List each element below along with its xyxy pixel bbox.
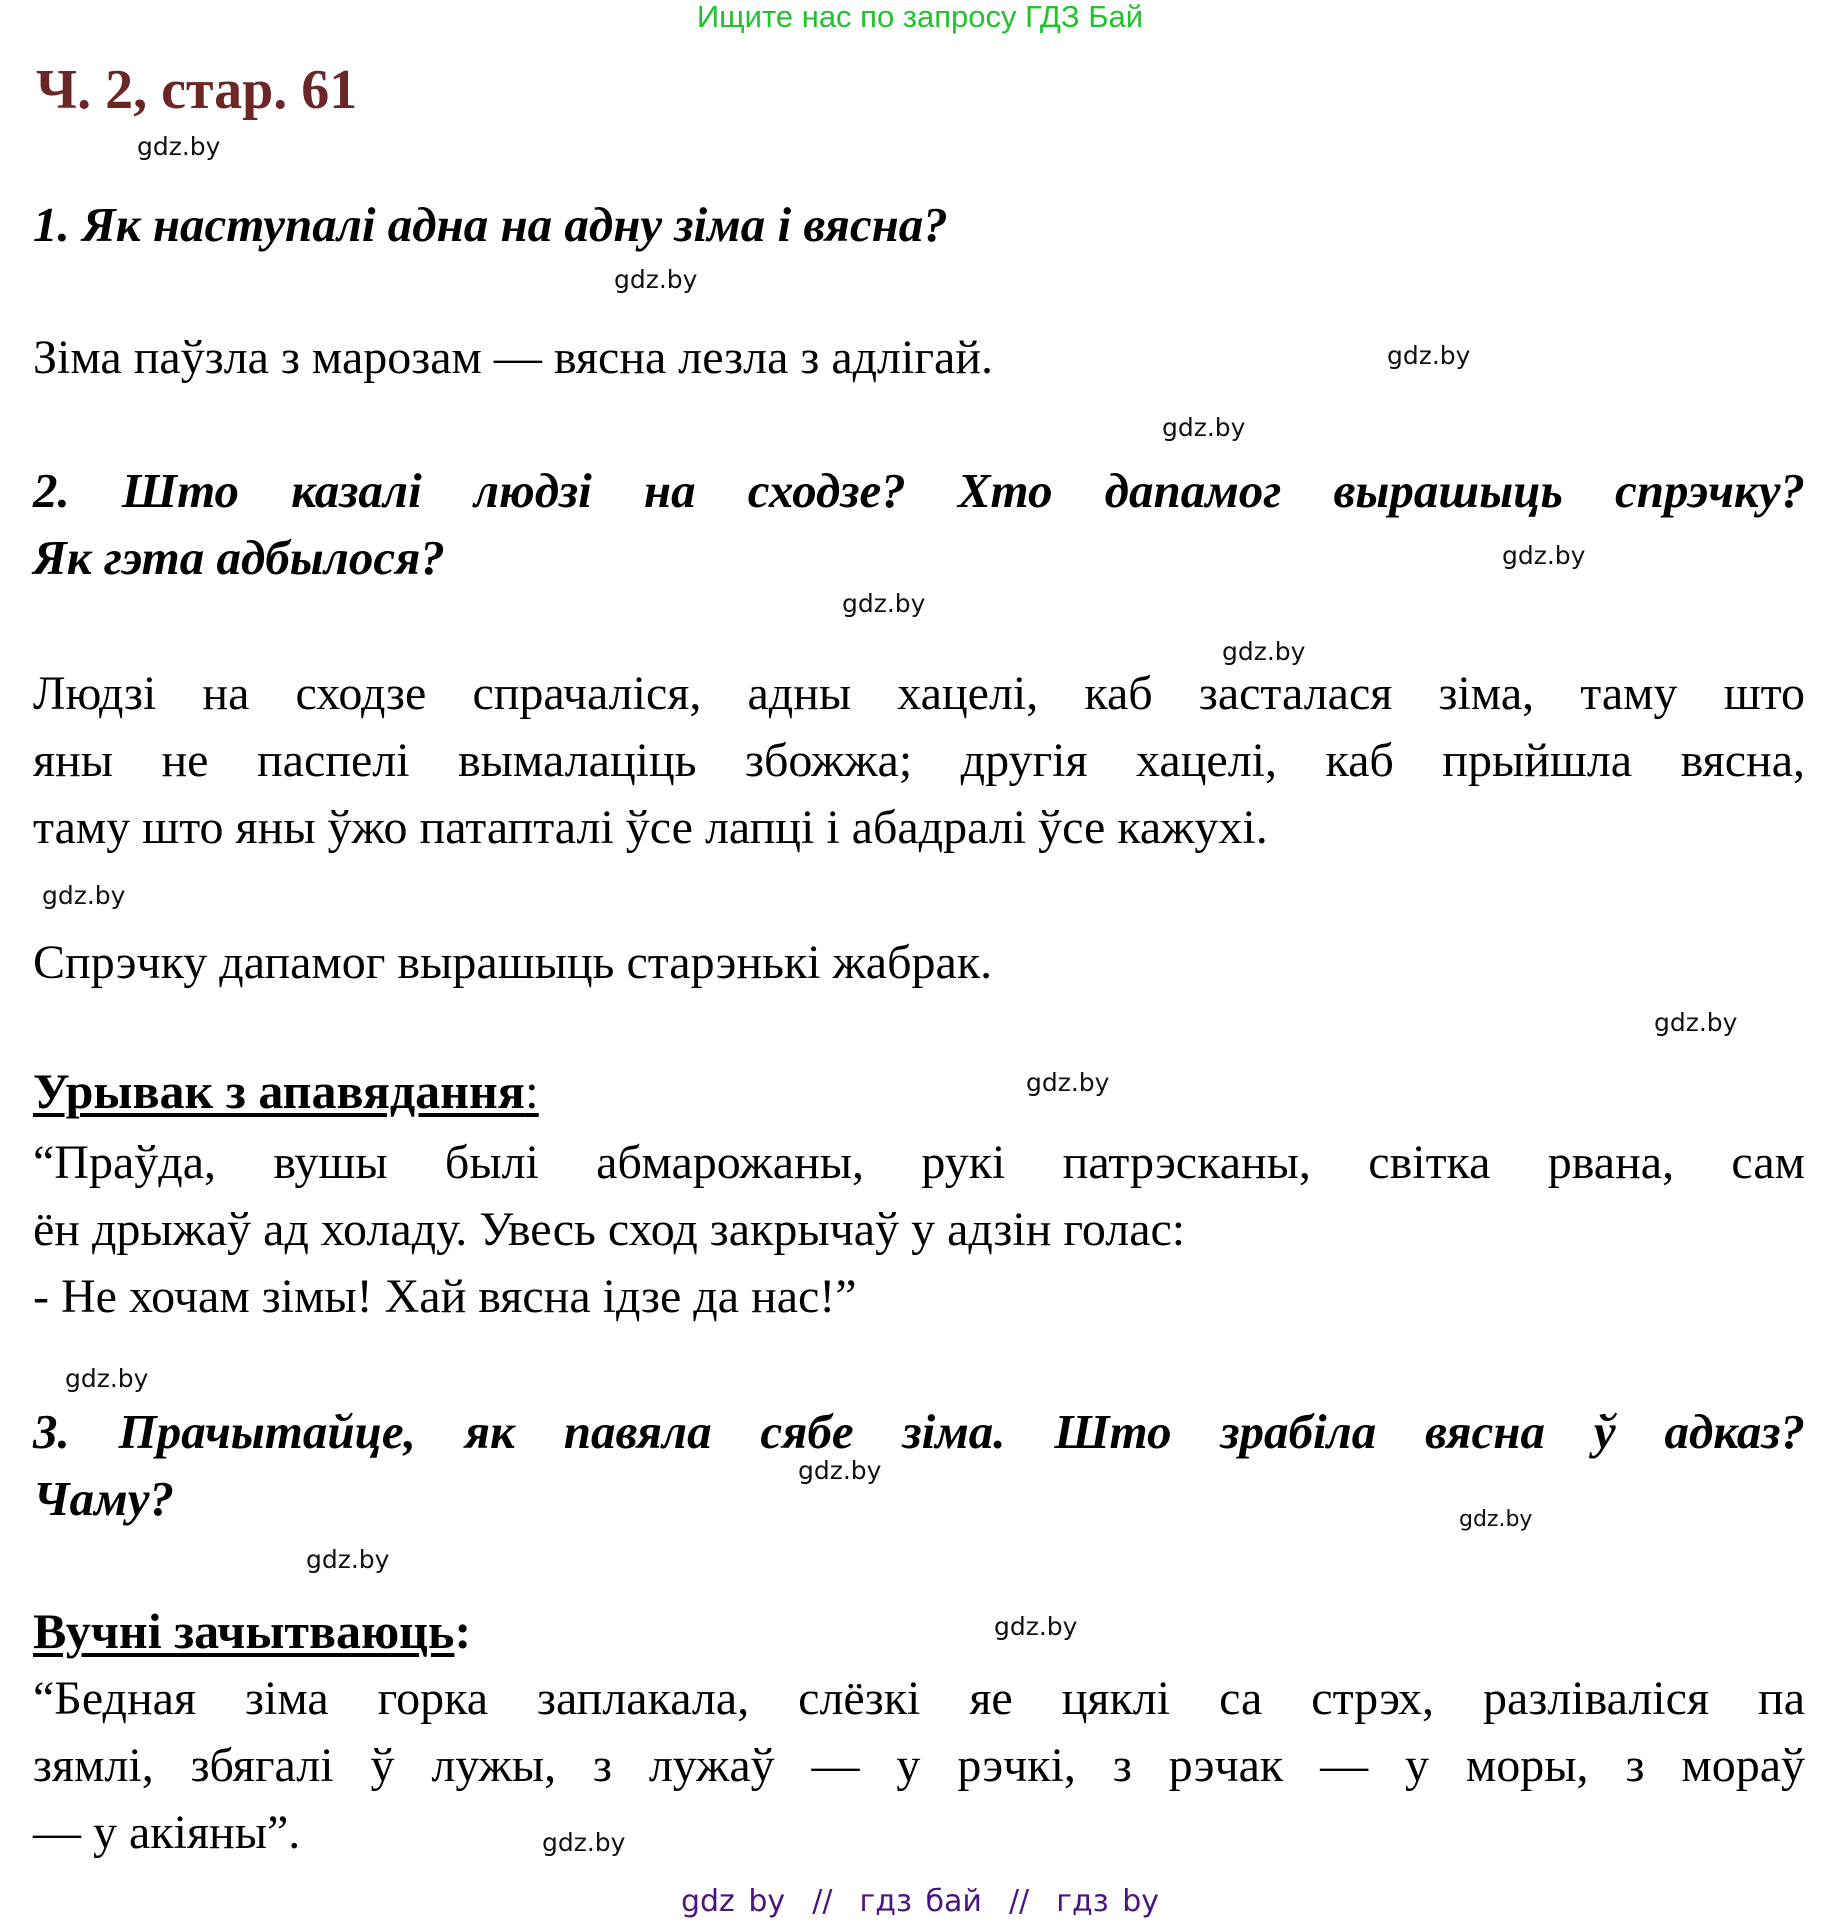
excerpt-line-2: ён дрыжаў ад холаду. Увесь сход закрычаў у адзін голас:: [33, 1203, 1186, 1256]
excerpt-heading-text: Урывак з апавядання: [33, 1063, 525, 1119]
watermark: gdz.by: [1654, 1008, 1738, 1037]
reading-line-3: — у акіяны”.: [33, 1806, 301, 1859]
answer-2-line-1: Людзі на сходзе спрачаліся, адны хацелі, каб засталася зіма, таму што: [33, 667, 1805, 720]
question-3-line-2: Чаму?: [33, 1471, 174, 1526]
footer-links: gdz by // гдз бай // гдз by: [680, 1884, 1160, 1919]
search-banner: Ищите нас по запросу ГДЗ Бай: [696, 0, 1144, 34]
page-title: Ч. 2, стар. 61: [36, 59, 358, 121]
question-2: [33, 457, 1805, 591]
reading-quote: [33, 1665, 1805, 1866]
reading-heading-text: Вучні зачытваюць: [33, 1603, 455, 1659]
watermark: gdz.by: [798, 1456, 882, 1485]
watermark: gdz.by: [1387, 341, 1471, 370]
watermark: gdz.by: [137, 132, 221, 161]
watermark: gdz.by: [842, 589, 926, 618]
watermark: gdz.by: [1026, 1068, 1110, 1097]
watermark: gdz.by: [1459, 1507, 1533, 1532]
watermark: gdz.by: [542, 1828, 626, 1857]
answer-2b: Спрэчку дапамог вырашыць старэнькі жабрак.: [33, 936, 993, 989]
answer-2-line-2: яны не паспелі вымалаціць збожжа; другія хацелі, каб прыйшла вясна,: [33, 734, 1805, 787]
excerpt-quote: [33, 1129, 1805, 1330]
reading-line-1: “Бедная зіма горка заплакала, слёзкі яе цяклі са стрэх, разліваліся па: [33, 1672, 1805, 1725]
reading-heading-colon: :: [454, 1603, 472, 1659]
watermark: gdz.by: [1162, 413, 1246, 442]
question-2-line-2: Як гэта адбылося?: [33, 530, 445, 585]
answer-2: [33, 660, 1805, 861]
answer-1: Зіма паўзла з марозам — вясна лезла з адлігай.: [33, 331, 994, 384]
reading-heading: [33, 1598, 471, 1665]
watermark: gdz.by: [42, 881, 126, 910]
question-3: [33, 1398, 1805, 1532]
question-2-line-1: 2. Што казалі людзі на сходзе? Хто дапамог вырашыць спрэчку?: [33, 463, 1805, 518]
question-1: 1. Як наступалі адна на адну зіма і вясна?: [33, 197, 948, 252]
watermark: gdz.by: [1222, 637, 1306, 666]
watermark: gdz.by: [1502, 541, 1586, 570]
excerpt-line-1: “Праўда, вушы былі абмарожаны, рукі патрэсканы, світка рвана, сам: [33, 1136, 1805, 1189]
watermark: gdz.by: [994, 1612, 1078, 1641]
watermark: gdz.by: [614, 265, 698, 294]
excerpt-heading-colon: :: [524, 1063, 539, 1119]
question-3-line-1: 3. Прачытайце, як павяла сябе зіма. Што зрабіла вясна ў адказ?: [33, 1404, 1805, 1459]
excerpt-line-3: - Не хочам зімы! Хай вясна ідзе да нас!”: [33, 1270, 857, 1323]
watermark: gdz.by: [306, 1545, 390, 1574]
excerpt-heading: [33, 1058, 539, 1125]
reading-line-2: зямлі, збягалі ў лужы, з лужаў — у рэчкі, з рэчак — у моры, з мораў: [33, 1739, 1805, 1792]
answer-2-line-3: таму што яны ўжо патапталі ўсе лапці і абадралі ўсе кажухі.: [33, 801, 1268, 854]
watermark: gdz.by: [65, 1364, 149, 1393]
